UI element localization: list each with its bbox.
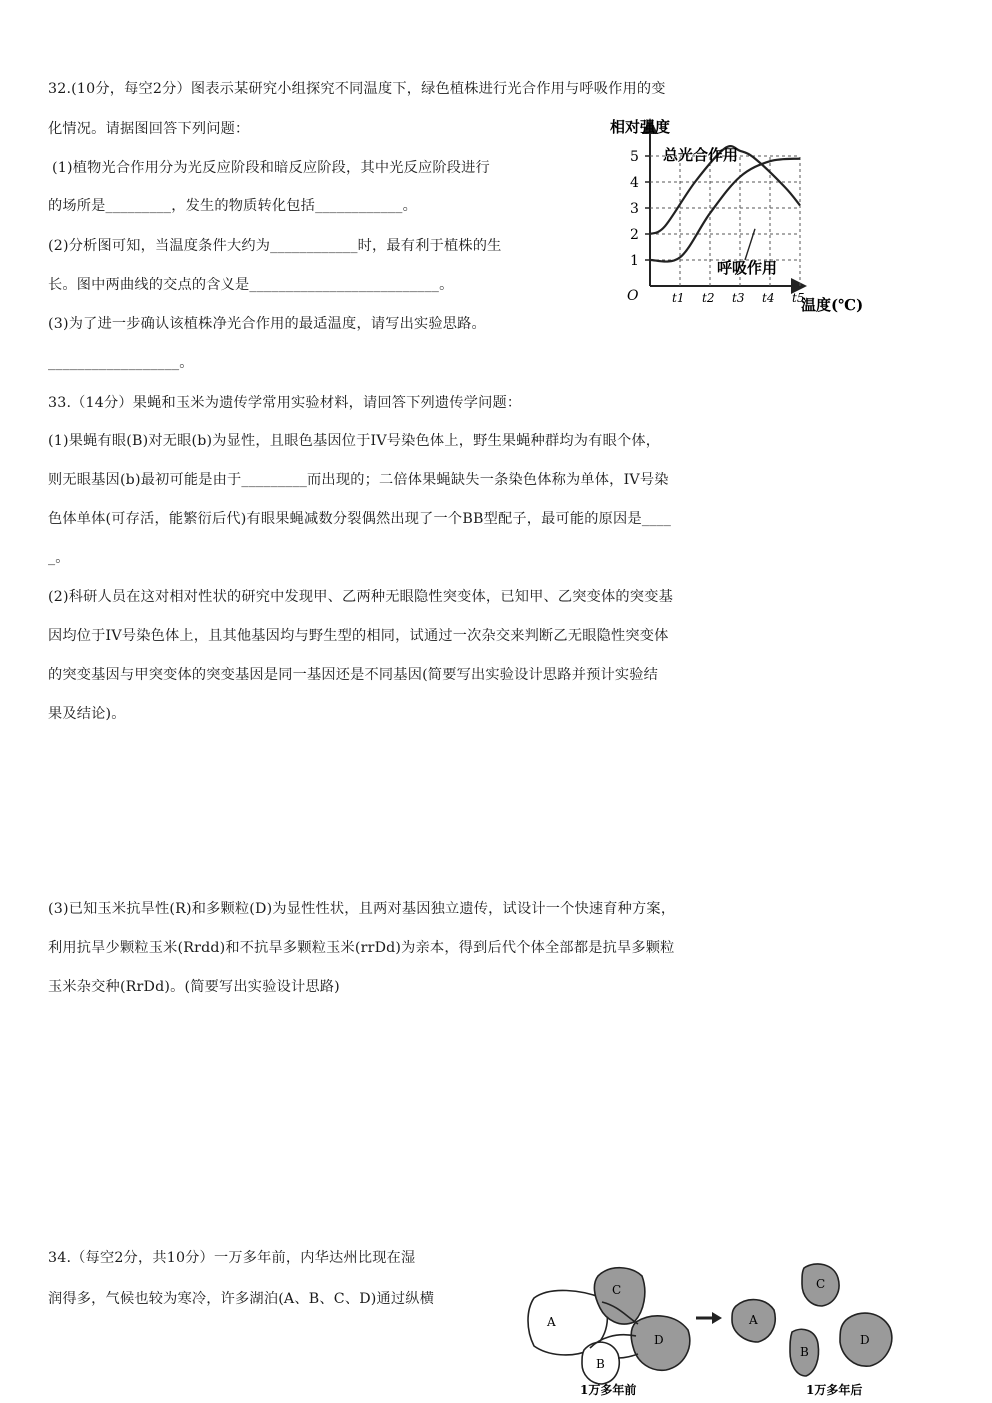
q32-line-1: 32.(10分，每空2分）图表示某研究小组探究不同温度下，绿色植株进行光合作用与呼吸作用的变 [48, 81, 666, 97]
q32-line-2: 化情况。请据图回答下列问题： [48, 121, 250, 137]
change-arrow-head [712, 1312, 722, 1324]
q33-line-6: (2)科研人员在这对相对性状的研究中发现甲、乙两种无眼隐性突变体，已知甲、乙突变体的突变基 [48, 589, 673, 605]
x-axis-label: 温度(℃) [801, 296, 864, 314]
lake-label-b-before: B [596, 1357, 605, 1371]
photosynthesis-chart [605, 110, 895, 320]
q33-line-12: 玉米杂交种(RrDd)。(简要写出实验设计思路) [48, 979, 340, 995]
q33-line-1: 33.（14分）果蝇和玉米为遗传学常用实验材料，请回答下列遗传学问题： [48, 395, 522, 411]
x-tick-label: t4 [762, 291, 775, 305]
q33-line-3: 则无眼基因(b)最初可能是由于_________而出现的；二倍体果蝇缺失一条染色体称为单体，IV号染 [48, 472, 669, 488]
y-tick-label: 5 [630, 149, 639, 165]
x-tick-label: t2 [702, 291, 715, 305]
q33-line-10: (3)已知玉米抗旱性(R)和多颗粒(D)为显性性状，且两对基因独立遗传，试设计一个快速育种方案， [48, 901, 676, 917]
lake-label-b-after: B [800, 1345, 809, 1359]
respiration-leader [745, 229, 755, 260]
q32-line-4: 的场所是_________，发生的物质转化包括____________。 [48, 198, 417, 214]
lake-label-a-before: A [547, 1315, 556, 1329]
x-tick-label: t3 [732, 291, 745, 305]
lake-label-c-before: C [612, 1283, 622, 1297]
origin-label: O [627, 288, 639, 304]
caption-before: 1万多年前 [580, 1383, 637, 1397]
q32-line-8: __________________。 [48, 355, 194, 371]
lakes-diagram [520, 1258, 910, 1398]
q33-line-5: _。 [48, 550, 70, 566]
q32-line-7: (3)为了进一步确认该植株净光合作用的最适温度，请写出实验思路。 [48, 316, 486, 332]
q33-line-2: (1)果蝇有眼(B)对无眼(b)为显性，且眼色基因位于IV号染色体上，野生果蝇种群均为有眼个体， [48, 433, 661, 449]
lake-label-d-after: D [860, 1333, 870, 1347]
x-tick-label: t5 [792, 291, 805, 305]
series-line-1 [650, 159, 800, 262]
lake-label-d-before: D [654, 1333, 664, 1347]
lake-label-c-after: C [816, 1277, 826, 1291]
lake-label-a-after: A [749, 1313, 758, 1327]
q33-line-9: 果及结论)。 [48, 706, 126, 722]
q33-line-11: 利用抗旱少颗粒玉米(Rrdd)和不抗旱多颗粒玉米(rrDd)为亲本，得到后代个体全部都是抗旱多颗粒 [48, 940, 675, 956]
caption-after: 1万多年后 [806, 1383, 863, 1397]
y-tick-label: 2 [630, 227, 639, 243]
q32-line-5: (2)分析图可知，当温度条件大约为____________时，最有利于植株的生 [48, 238, 502, 254]
y-axis-label: 相对强度 [610, 118, 671, 136]
q33-line-8: 的突变基因与甲突变体的突变基因是同一基因还是不同基因(简要写出实验设计思路并预计实验结 [48, 667, 659, 683]
q32-line-6: 长。图中两曲线的交点的含义是__________________________。 [48, 277, 454, 293]
y-tick-label: 1 [630, 253, 639, 269]
q33-line-4: 色体单体(可存活，能繁衍后代)有眼果蝇减数分裂偶然出现了一个BB型配子，最可能的原因是____ [48, 511, 672, 527]
x-tick-label: t1 [672, 291, 685, 305]
y-tick-label: 3 [630, 201, 639, 217]
q34-line-2: 润得多，气候也较为寒冷，许多湖泊(A、B、C、D)通过纵横 [48, 1291, 435, 1307]
series-label-0: 总光合作用 [663, 146, 739, 164]
q32-line-3: (1)植物光合作用分为光反应阶段和暗反应阶段，其中光反应阶段进行 [52, 160, 490, 176]
y-tick-label: 4 [630, 175, 639, 191]
series-label-1: 呼吸作用 [717, 259, 778, 277]
q34-line-1: 34.（每空2分，共10分）一万多年前，内华达州比现在湿 [48, 1250, 416, 1266]
q33-line-7: 因均位于IV号染色体上，且其他基因均与野生型的相同，试通过一次杂交来判断乙无眼隐性突变体 [48, 628, 669, 644]
